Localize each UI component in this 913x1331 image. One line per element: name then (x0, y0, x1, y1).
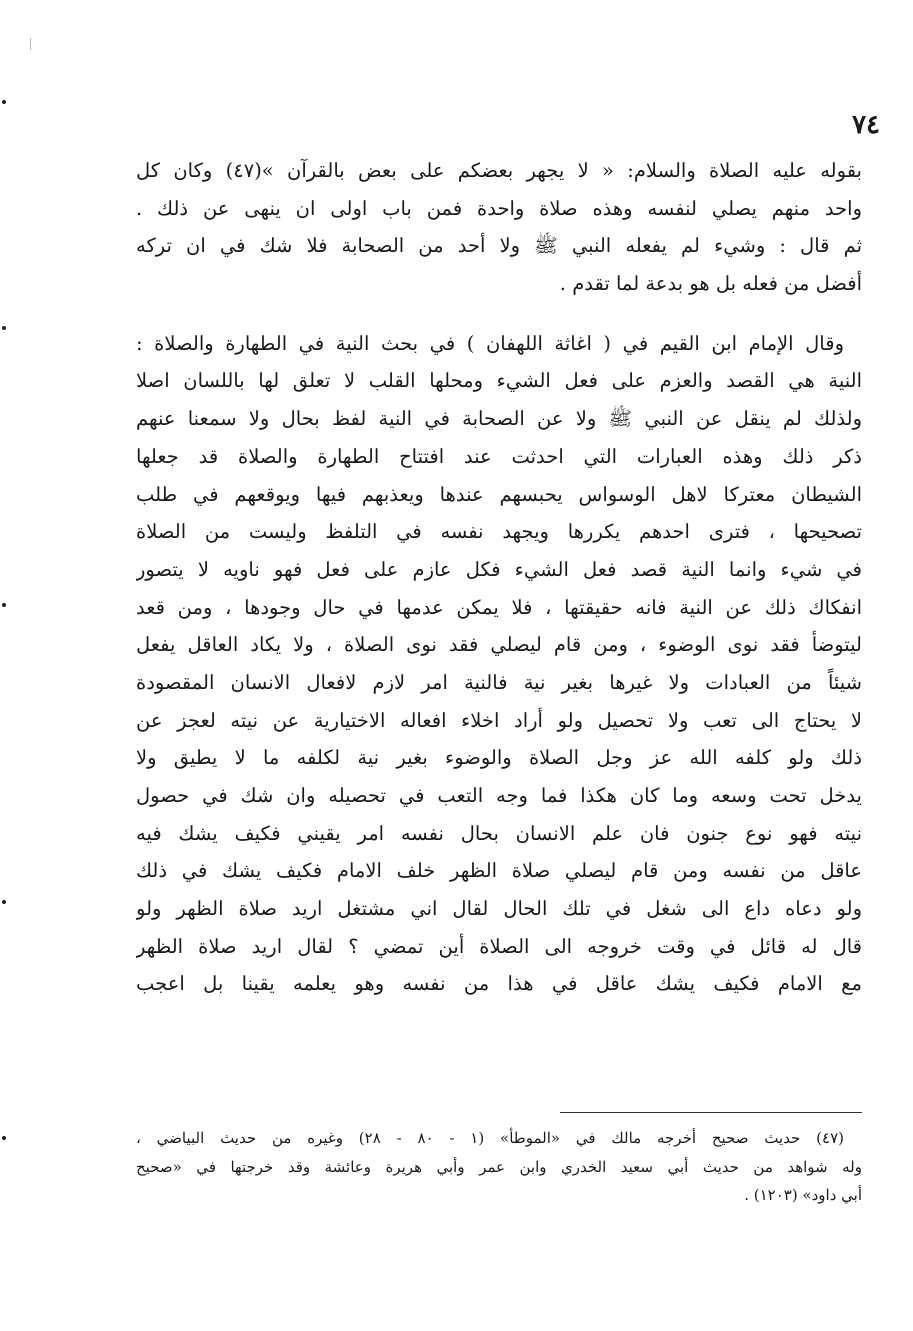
text-line: أفضل من فعله بل هو بدعة لما تقدم . (559, 272, 862, 296)
text-line: ليتوضأ فقد نوى الوضوء ، ومن قام ليصلي فقد نوى الصلاة ، ولا يكاد العاقل يفعل (136, 633, 862, 657)
binding-hole-mark (2, 603, 6, 607)
footnotes (136, 1124, 862, 1210)
binding-hole-mark (2, 100, 6, 104)
text-line: ولو دعاه داع الى شغل في تلك الحال لقال اني مشتغل اريد صلاة الظهر ولو (136, 897, 862, 921)
text-line: ذكر ذلك وهذه العبارات التي احدثت عند افتتاح الطهارة والصلاة قد جعلها (136, 444, 862, 468)
text-line: تصحيحها ، فترى احدهم يكررها ويجهد نفسه في التلفظ وليست من الصلاة (136, 520, 862, 544)
binding-hole-mark (2, 326, 6, 330)
footnote-divider (560, 1112, 862, 1113)
text-line: النية هي القصد والعزم على فعل الشيء ومحلها القلب لا تعلق لها باللسان اصلا (136, 369, 862, 393)
text-line: الشيطان معتركا لاهل الوسواس يحبسهم عندها ويعذبهم فيها ويوقعهم في طلب (136, 482, 862, 506)
text-line: ولذلك لم ينقل عن النبي ﷺ ولا عن الصحابة في النية لفظ بحال ولا سمعنا عنهم (136, 407, 862, 431)
paragraph-2 (136, 325, 862, 1003)
text-line: انفكاك ذلك عن النية فانه حقيقتها ، فلا يمكن عدمها في حال وجودها ، ومن قعد (136, 595, 862, 619)
text-line: عاقل من نفسه ومن قام ليصلي صلاة الظهر خلف الامام فكيف يشك في ذلك (136, 859, 862, 883)
footnote-line: وله شواهد من حديث أبي سعيد الخدري وابن عمر وأبي هريرة وعائشة وقد خرجتها في «صحيح (136, 1157, 862, 1176)
footnote-line: أبي داود» (١٢٠٣) . (744, 1186, 862, 1204)
paragraph-1 (136, 152, 862, 303)
text-line: وقال الإمام ابن القيم في ( اغاثة اللهفان ) في بحث النية في الطهارة والصلاة : (136, 331, 844, 355)
footnote-line: (٤٧) حديث صحيح أخرجه مالك في «الموطأ» (١ - ٨٠ - ٢٨) وغيره من حديث البياضي ، (136, 1129, 844, 1147)
text-line: مع الامام فكيف يشك عاقل في هذا من نفسه وهو يعلمه يقينا بل اعجب (136, 972, 862, 996)
binding-hole-mark (2, 1136, 6, 1140)
body-text (136, 152, 862, 1003)
text-line: قال له قائل في وقت خروجه الى الصلاة أين تمضي ؟ لقال اريد صلاة الظهر (136, 934, 862, 958)
text-line: في شيء وانما النية قصد فعل الشيء فكل عازم على فعل فهو ناويه لا يتصور (136, 557, 862, 581)
text-line: ذلك ولو كلفه الله عز وجل الصلاة والوضوء بغير نية لكلفه ما لا يطيق ولا (136, 746, 862, 770)
text-line: بقوله عليه الصلاة والسلام: « لا يجهر بعضكم على بعض بالقرآن »(٤٧) وكان كل (136, 159, 862, 182)
text-line: نيته فهو نوع جنون فان علم الانسان بحال نفسه امر يقيني فكيف يشك فيه (136, 821, 862, 845)
text-line: لا يحتاج الى تعب ولا تحصيل ولو أراد اخلاء افعاله الاختيارية عن نيته لعجز عن (136, 708, 862, 732)
text-line: ثم قال : وشيء لم يفعله النبي ﷺ ولا أحد من الصحابة فلا شك في ان تركه (136, 234, 862, 258)
scan-artifact (30, 38, 31, 50)
binding-hole-mark (2, 900, 6, 904)
text-line: شيئاً من العبادات ولا غيرها بغير نية فالنية امر لازم لافعال الانسان المقصودة (136, 670, 862, 694)
page-number: ٧٤ (852, 110, 880, 140)
text-line: واحد منهم يصلي لنفسه وهذه صلاة واحدة فمن باب اولى ان ينهى عن ذلك . (136, 196, 862, 220)
text-line: يدخل تحت وسعه وما كان هكذا فما وجه التعب في تحصيله وان شك في حصول (136, 784, 862, 807)
